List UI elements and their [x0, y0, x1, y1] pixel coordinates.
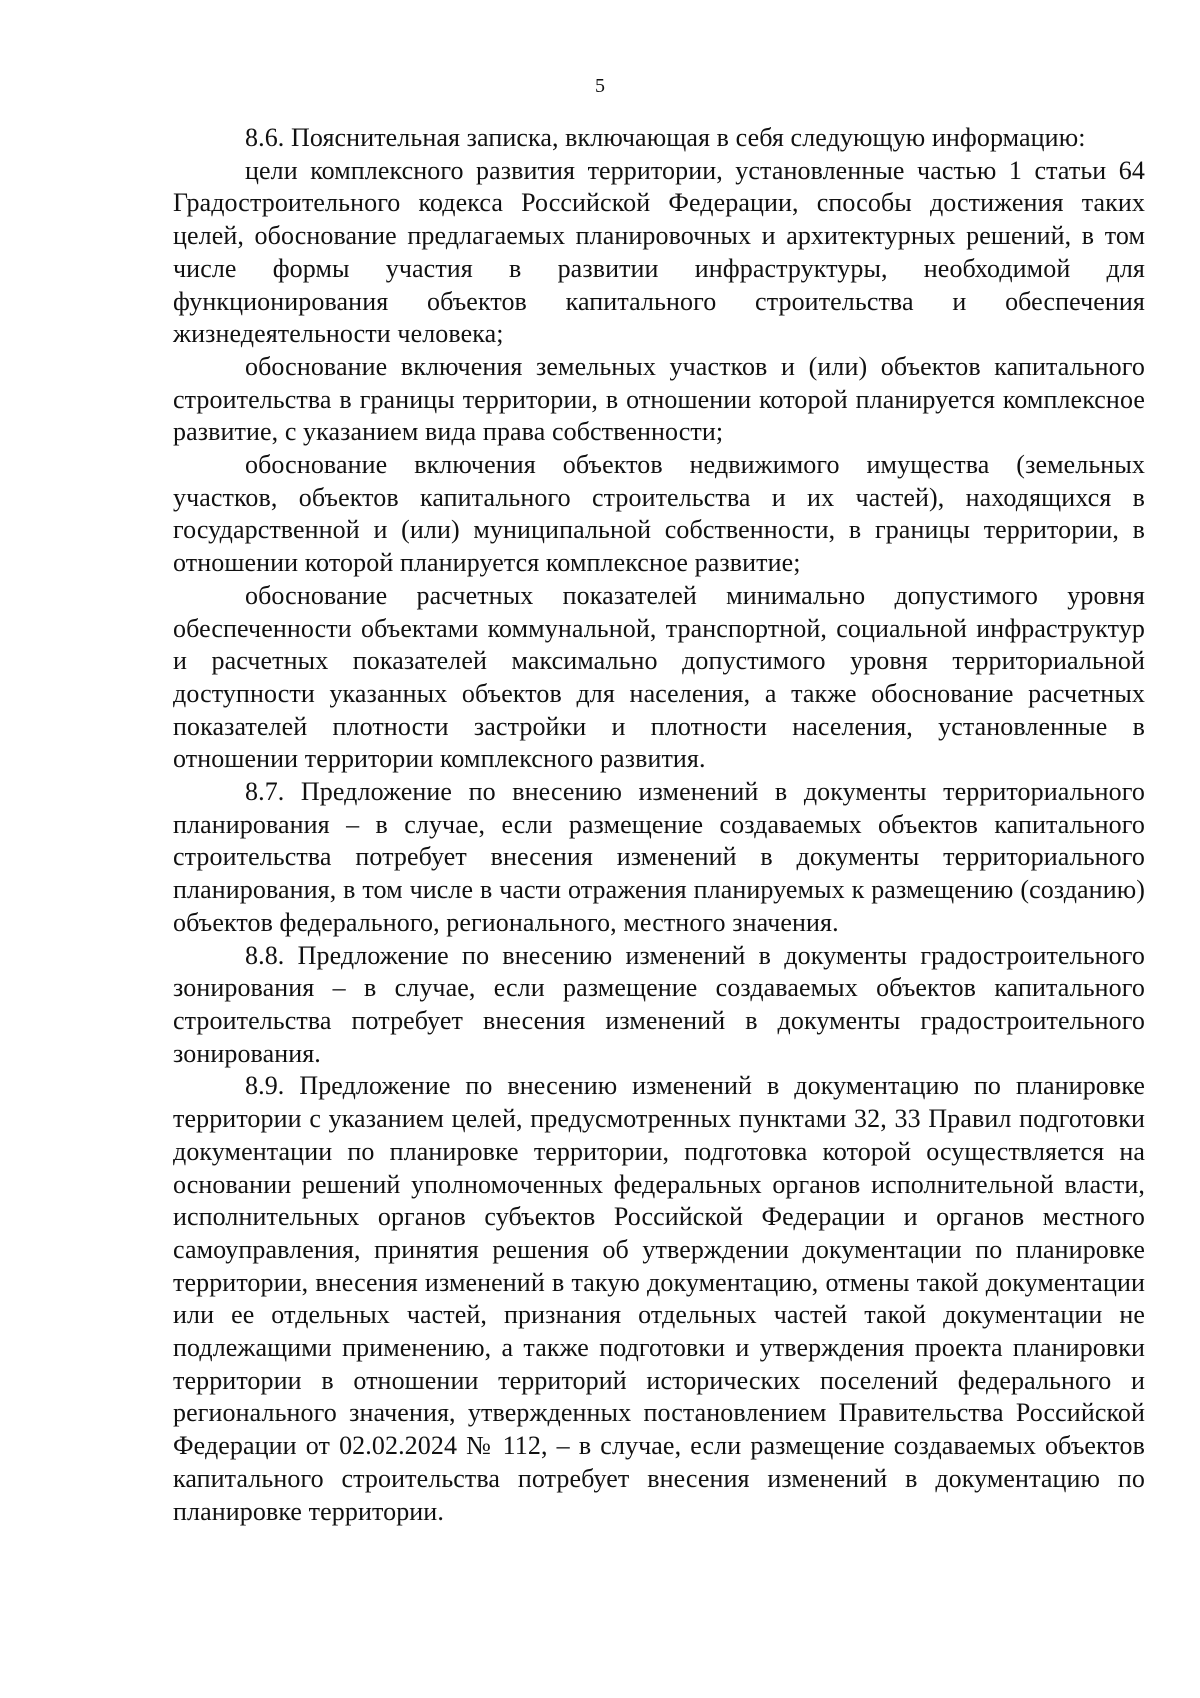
paragraph-land-plots-justification: обоснование включения земельных участков и (или) объектов капитального строительства в границы территории, в отношении которой планируется комплексное развитие, с указанием вида права собственности;	[173, 351, 1145, 447]
paragraph-8-8: 8.8. Предложение по внесению изменений в документы градостроительного зонирования – в случае, если размещение создаваемых объектов капитального строительства потребует внесения изменений в документы градостроительного зонирования.	[173, 940, 1145, 1068]
paragraph-real-estate-justification: обоснование включения объектов недвижимого имущества (земельных участков, объектов капитального строительства и их частей), находящихся в государственной и (или) муниципальной собственности, в границы территории, в отношении которой планируется комплексное развитие;	[173, 450, 1145, 578]
page-number: 5	[595, 75, 605, 97]
paragraph-8-7: 8.7. Предложение по внесению изменений в документы территориального планирования – в случае, если размещение создаваемых объектов капитального строительства потребует внесения изменений в документы территориального планирования, в том числе в части отражения планируемых к размещению (созданию) объектов федерального, регионального, местного значения.	[173, 777, 1145, 937]
paragraph-8-6-heading: 8.6. Пояснительная записка, включающая в себя следующую информацию:	[245, 123, 1086, 152]
document-body	[173, 122, 1145, 1528]
paragraph-8-9: 8.9. Предложение по внесению изменений в документацию по планировке территории с указанием целей, предусмотренных пунктами 32, 33 Правил подготовки документации по планировке территории, подготовка которой осуществляется на основании решений уполномоченных федеральных органов исполнительной власти, исполнительных органов субъектов Российской Федерации и органов местного самоуправления, принятия решения об утверждении документации по планировке территории, внесения изменений в такую документацию, отмены такой документации или ее отдельных частей, признания отдельных частей такой документации не подлежащими применению, а также подготовки и утверждения проекта планировки территории в отношении территорий исторических поселений федерального и регионального значения, утвержденных постановлением Правительства Российской Федерации от 02.02.2024 № 112, – в случае, если размещение создаваемых объектов капитального строительства потребует внесения изменений в документацию по планировке территории.	[173, 1071, 1145, 1526]
paragraph-indicators-justification: обоснование расчетных показателей минимально допустимого уровня обеспеченности объектами коммунальной, транспортной, социальной инфраструктур и расчетных показателей максимально допустимого уровня территориальной доступности указанных объектов для населения, а также обоснование расчетных показателей плотности застройки и плотности населения, установленные в отношении территории комплексного развития.	[173, 580, 1145, 774]
paragraph-development-goals: цели комплексного развития территории, установленные частью 1 статьи 64 Градостроительного кодекса Российской Федерации, способы достижения таких целей, обоснование предлагаемых планировочных и архитектурных решений, в том числе формы участия в развитии инфраструктуры, необходимой для функционирования объектов капитального строительства и обеспечения жизнедеятельности человека;	[173, 155, 1145, 349]
